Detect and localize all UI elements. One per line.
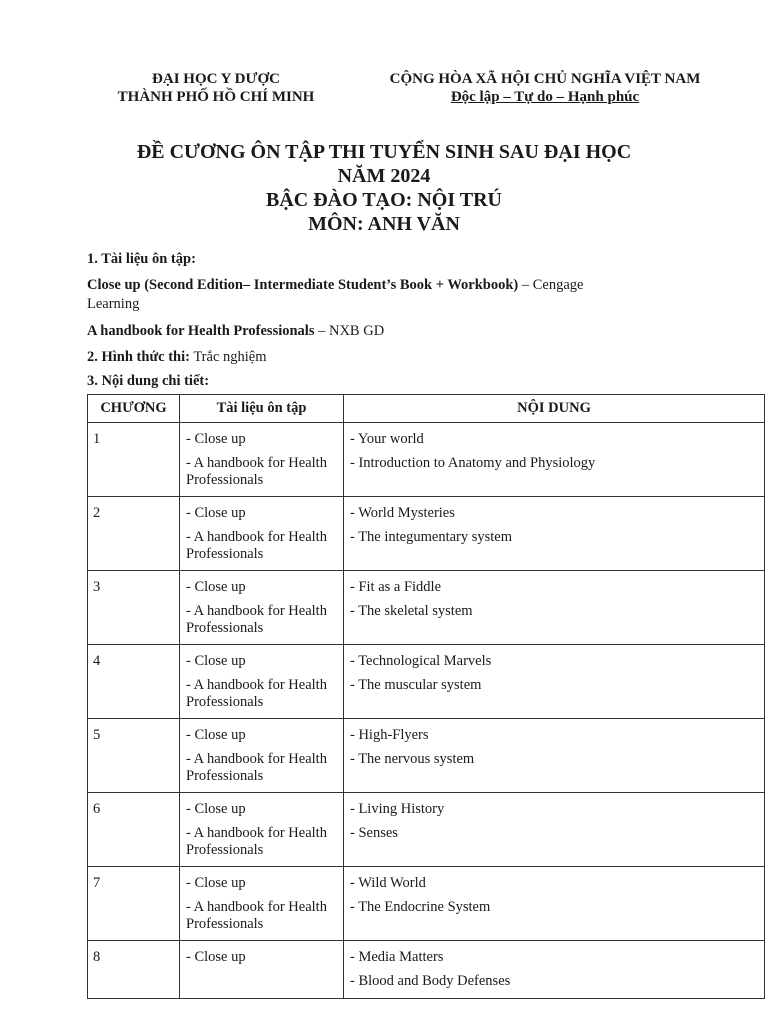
section3-heading: 3. Nội dung chi tiết: bbox=[87, 373, 210, 389]
table-header-row bbox=[88, 395, 765, 423]
book1-publisher: – Cengage Learning bbox=[87, 277, 584, 312]
material-item: - A handbook for Health Professionals bbox=[186, 529, 327, 562]
content-cell bbox=[344, 497, 765, 571]
materials-cell bbox=[180, 571, 344, 645]
material-item: - Close up bbox=[186, 949, 246, 965]
table-row bbox=[88, 867, 765, 941]
book2-entry bbox=[87, 322, 647, 341]
materials-cell bbox=[180, 793, 344, 867]
content-item: - The Endocrine System bbox=[350, 899, 491, 915]
content-item: - Living History bbox=[350, 801, 445, 817]
document-title bbox=[0, 140, 768, 236]
material-item: - Close up bbox=[186, 801, 246, 817]
table-row bbox=[88, 423, 765, 497]
content-item: - Blood and Body Defenses bbox=[350, 973, 511, 989]
content-item: - Senses bbox=[350, 825, 398, 841]
content-cell bbox=[344, 719, 765, 793]
materials-cell bbox=[180, 497, 344, 571]
content-cell bbox=[344, 423, 765, 497]
institution-line2: THÀNH PHỐ HỒ CHÍ MINH bbox=[117, 89, 315, 105]
chapter-number: 2 bbox=[88, 497, 180, 571]
content-item: - Wild World bbox=[350, 875, 426, 891]
material-item: - Close up bbox=[186, 431, 246, 447]
section2-heading: 2. Hình thức thi: bbox=[87, 349, 190, 365]
book2-publisher: – NXB GD bbox=[314, 323, 385, 339]
title-line2: NĂM 2024 bbox=[337, 165, 431, 187]
content-item: - High-Flyers bbox=[350, 727, 429, 743]
materials-cell bbox=[180, 423, 344, 497]
book1-title: Close up (Second Edition– Intermediate Student’s Book + Workbook) bbox=[87, 277, 519, 293]
chapter-number: 3 bbox=[88, 571, 180, 645]
national-motto: Độc lập – Tự do – Hạnh phúc bbox=[450, 89, 640, 105]
material-item: - Close up bbox=[186, 653, 246, 669]
national-line1: CỘNG HÒA XÃ HỘI CHỦ NGHĨA VIỆT NAM bbox=[389, 71, 701, 87]
section1-heading: 1. Tài liệu ôn tập: bbox=[87, 251, 196, 267]
header-materials: Tài liệu ôn tập bbox=[180, 395, 344, 423]
book2-title: A handbook for Health Professionals bbox=[87, 323, 315, 339]
content-item: - Technological Marvels bbox=[350, 653, 492, 669]
materials-cell bbox=[180, 645, 344, 719]
material-item: - Close up bbox=[186, 875, 246, 891]
chapter-number: 4 bbox=[88, 645, 180, 719]
table-row bbox=[88, 645, 765, 719]
table-row bbox=[88, 571, 765, 645]
title-line3: BẬC ĐÀO TẠO: NỘI TRÚ bbox=[266, 189, 502, 211]
national-header bbox=[380, 70, 710, 106]
content-item: - Your world bbox=[350, 431, 424, 447]
title-line1: ĐỀ CƯƠNG ÔN TẬP THI TUYỂN SINH SAU ĐẠI HỌC bbox=[136, 141, 632, 163]
chapter-number: 6 bbox=[88, 793, 180, 867]
content-cell bbox=[344, 941, 765, 999]
institution-header bbox=[96, 70, 336, 106]
material-item: - A handbook for Health Professionals bbox=[186, 455, 327, 488]
chapter-number: 5 bbox=[88, 719, 180, 793]
material-item: - Close up bbox=[186, 579, 246, 595]
content-item: - Introduction to Anatomy and Physiology bbox=[350, 455, 596, 471]
content-cell bbox=[344, 645, 765, 719]
chapter-number: 1 bbox=[88, 423, 180, 497]
section2 bbox=[87, 348, 647, 367]
materials-cell bbox=[180, 719, 344, 793]
content-cell bbox=[344, 867, 765, 941]
content-item: - The nervous system bbox=[350, 751, 475, 767]
content-item: - The skeletal system bbox=[350, 603, 473, 619]
content-cell bbox=[344, 793, 765, 867]
table-row bbox=[88, 941, 765, 999]
exam-format: Trắc nghiệm bbox=[189, 349, 267, 365]
content-item: - Media Matters bbox=[350, 949, 444, 965]
content-item: - Fit as a Fiddle bbox=[350, 579, 442, 595]
header-chapter: CHƯƠNG bbox=[88, 395, 180, 423]
book1-entry bbox=[87, 276, 627, 314]
content-item: - The integumentary system bbox=[350, 529, 513, 545]
chapter-number: 7 bbox=[88, 867, 180, 941]
title-line4: MÔN: ANH VĂN bbox=[308, 213, 460, 235]
material-item: - A handbook for Health Professionals bbox=[186, 751, 327, 784]
material-item: - A handbook for Health Professionals bbox=[186, 677, 327, 710]
material-item: - A handbook for Health Professionals bbox=[186, 603, 327, 636]
material-item: - A handbook for Health Professionals bbox=[186, 899, 327, 932]
materials-cell bbox=[180, 941, 344, 999]
table-row bbox=[88, 719, 765, 793]
content-item: - The muscular system bbox=[350, 677, 482, 693]
outline-table bbox=[87, 394, 765, 999]
table-row bbox=[88, 793, 765, 867]
chapter-number: 8 bbox=[88, 941, 180, 999]
header-content: NỘI DUNG bbox=[344, 395, 765, 423]
material-item: - Close up bbox=[186, 505, 246, 521]
content-cell bbox=[344, 571, 765, 645]
material-item: - Close up bbox=[186, 727, 246, 743]
content-item: - World Mysteries bbox=[350, 505, 455, 521]
table-row bbox=[88, 497, 765, 571]
material-item: - A handbook for Health Professionals bbox=[186, 825, 327, 858]
institution-line1: ĐẠI HỌC Y DƯỢC bbox=[152, 71, 280, 87]
materials-cell bbox=[180, 867, 344, 941]
